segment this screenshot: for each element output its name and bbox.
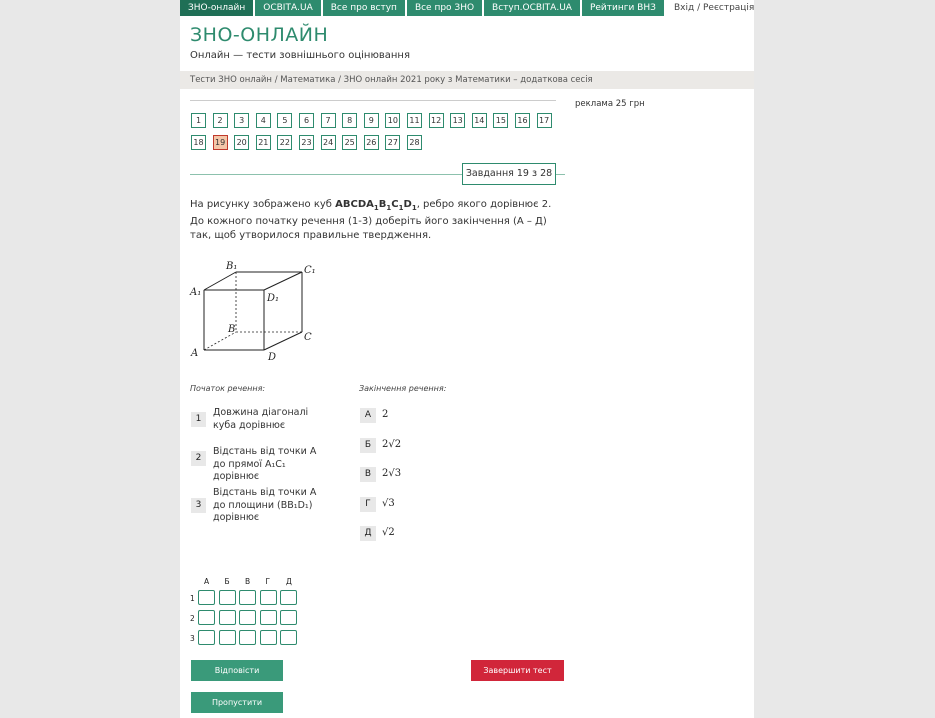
vertex-label-B: B [228, 324, 236, 335]
beginning-text: Відстань від точки A до площини (BB₁D₁) дорівнює [213, 487, 317, 523]
ending-letter: Д [360, 526, 376, 541]
finish-test-button[interactable]: Завершити тест [471, 660, 564, 681]
answer-cell[interactable] [239, 590, 256, 605]
question-text-after: , ребро якого дорівнює 2. До кожного початку речення (1-3) доберіть його закінчення (А – Д) так, щоб утворилося правильне твердження. [190, 199, 552, 241]
cube-figure [188, 255, 328, 367]
question-number-button[interactable]: 27 [385, 135, 400, 150]
nav-zno-online[interactable]: ЗНО-онлайн [180, 0, 253, 16]
beginning-text: Відстань від точки A до прямої A₁C₁ дорівнює [213, 446, 317, 482]
answer-cell[interactable] [280, 610, 297, 625]
edge-A1B1 [204, 272, 236, 290]
grid-column-label: Г [265, 577, 271, 586]
answer-cell[interactable] [219, 590, 236, 605]
endings-header: Закінчення речення: [359, 384, 447, 393]
ending-letter: А [360, 408, 376, 423]
question-number-button[interactable]: 12 [429, 113, 444, 128]
task-counter: Завдання 19 з 28 [462, 163, 556, 185]
divider [190, 100, 556, 101]
question-number-button[interactable]: 1 [191, 113, 206, 128]
nav-about-zno[interactable]: Все про ЗНО [407, 0, 482, 16]
vertex-label-B1: B₁ [226, 261, 238, 272]
grid-column-label: А [204, 577, 210, 586]
edge-D1C1 [264, 272, 302, 290]
answer-cell[interactable] [198, 610, 215, 625]
answer-cell[interactable] [280, 630, 297, 645]
answer-cell[interactable] [198, 590, 215, 605]
answer-button[interactable]: Відповісти [191, 660, 283, 681]
question-number-button[interactable]: 7 [321, 113, 336, 128]
grid-row-label: 2 [190, 614, 195, 623]
site-subtitle: Онлайн — тести зовнішнього оцінювання [190, 50, 410, 61]
question-number-button[interactable]: 10 [385, 113, 400, 128]
beginnings-header: Початок речення: [190, 384, 266, 393]
login-register-link[interactable]: Вхід / Реєстрація [674, 3, 755, 13]
question-number-button[interactable]: 8 [342, 113, 357, 128]
question-number-button[interactable]: 2 [213, 113, 228, 128]
answer-cell[interactable] [260, 630, 277, 645]
ending-letter: Б [360, 438, 376, 453]
ending-letter: Г [360, 497, 376, 512]
question-number-button[interactable]: 28 [407, 135, 422, 150]
question-number-button[interactable]: 3 [234, 113, 249, 128]
grid-row-label: 3 [190, 634, 195, 643]
beginning-number: 3 [191, 498, 206, 513]
ending-value: √3 [382, 498, 395, 509]
question-number-button[interactable]: 14 [472, 113, 487, 128]
answer-cell[interactable] [219, 610, 236, 625]
answer-cell[interactable] [280, 590, 297, 605]
question-number-button[interactable]: 16 [515, 113, 530, 128]
question-number-button[interactable]: 15 [493, 113, 508, 128]
breadcrumb[interactable]: Тести ЗНО онлайн / Математика / ЗНО онлайн 2021 року з Математики – додаткова сесія [180, 71, 754, 89]
question-number-button[interactable]: 17 [537, 113, 552, 128]
grid-row-label: 1 [190, 594, 195, 603]
question-number-button[interactable]: 24 [321, 135, 336, 150]
vertex-label-D1: D₁ [267, 293, 280, 304]
answer-cell[interactable] [260, 590, 277, 605]
question-number-button[interactable]: 26 [364, 135, 379, 150]
edge-DC [264, 332, 302, 350]
question-number-button[interactable]: 22 [277, 135, 292, 150]
answer-cell[interactable] [239, 610, 256, 625]
question-number-button[interactable]: 11 [407, 113, 422, 128]
nav-admission[interactable]: Все про вступ [323, 0, 405, 16]
question-number-button[interactable]: 6 [299, 113, 314, 128]
answer-cell[interactable] [239, 630, 256, 645]
vertex-label-A1: A₁ [190, 287, 202, 298]
question-number-button[interactable]: 23 [299, 135, 314, 150]
top-navigation [180, 0, 666, 16]
question-number-button[interactable]: 5 [277, 113, 292, 128]
skip-button[interactable]: Пропустити [191, 692, 283, 713]
ending-value: 2√3 [382, 468, 402, 479]
grid-column-label: В [245, 577, 251, 586]
nav-osvita[interactable]: ОСВІТА.UA [255, 0, 320, 16]
question-number-button[interactable]: 9 [364, 113, 379, 128]
site-title[interactable]: ЗНО-ОНЛАЙН [190, 24, 329, 46]
question-text-before: На рисунку зображено куб [190, 199, 336, 210]
question-number-button[interactable]: 21 [256, 135, 271, 150]
ending-value: 2 [382, 409, 389, 420]
vertex-label-C: C [304, 332, 312, 343]
question-number-button[interactable]: 4 [256, 113, 271, 128]
grid-column-label: Б [224, 577, 230, 586]
question-number-button[interactable]: 25 [342, 135, 357, 150]
question-number-button[interactable]: 19 [213, 135, 228, 150]
grid-column-label: Д [286, 577, 292, 586]
question-number-button[interactable]: 20 [234, 135, 249, 150]
answer-cell[interactable] [260, 610, 277, 625]
question-number-button[interactable]: 18 [191, 135, 206, 150]
beginning-text: Довжина діагоналі куба дорівнює [213, 407, 309, 431]
question-text: На рисунку зображено куб $ABCDA_1B_1C_1D_1$, ребро якого дорівнює 2. До кожного початку речення (1-3) доберіть його закінчення (А – Д) так, щоб утворилося правильне твердження. [190, 199, 552, 241]
beginning-number: 1 [191, 412, 206, 427]
nav-university-ratings[interactable]: Рейтинги ВНЗ [582, 0, 664, 16]
answer-cell[interactable] [219, 630, 236, 645]
ad-label[interactable]: реклама 25 грн [575, 99, 645, 109]
nav-vstup-osvita[interactable]: Вступ.ОСВІТА.UA [484, 0, 580, 16]
vertex-label-A: A [191, 348, 199, 359]
ending-value: 2√2 [382, 439, 402, 450]
beginning-number: 2 [191, 451, 206, 466]
vertex-label-D: D [268, 352, 277, 363]
question-number-button[interactable]: 13 [450, 113, 465, 128]
vertex-label-C1: C₁ [304, 265, 316, 276]
ending-value: √2 [382, 527, 395, 538]
ending-letter: В [360, 467, 376, 482]
answer-cell[interactable] [198, 630, 215, 645]
